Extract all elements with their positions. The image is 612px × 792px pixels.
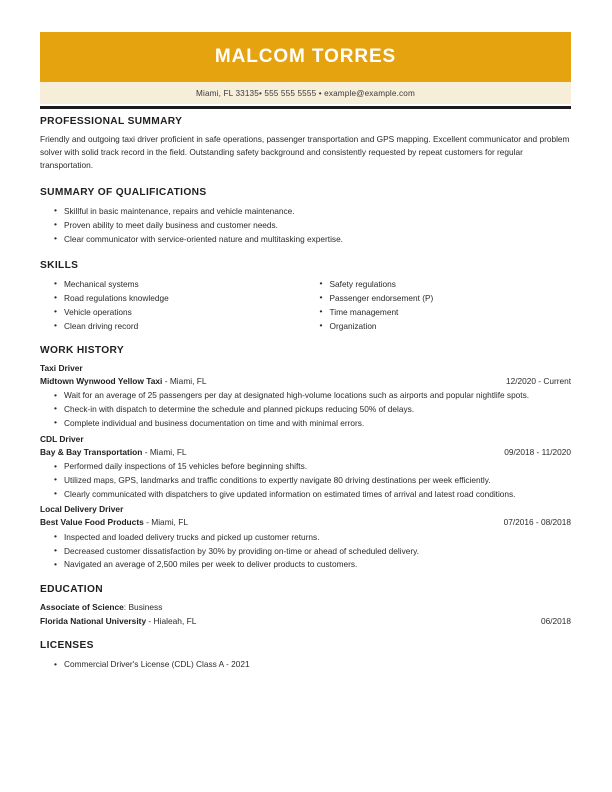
list-item: • Navigated an average of 2,500 miles per week to deliver products to customers. [40, 558, 571, 572]
job-title: CDL Driver [40, 433, 84, 444]
section-title-skills: SKILLS [40, 259, 79, 271]
list-item: • Vehicle operations [40, 305, 306, 319]
degree-name: Associate of Science [40, 602, 124, 613]
section-title-summary-of-qualifications: SUMMARY OF QUALIFICATIONS [40, 186, 207, 198]
resume-header [40, 32, 571, 109]
skills-column-left [40, 277, 306, 333]
qualifications-list [40, 204, 571, 246]
work-entry [40, 433, 571, 502]
employer-name: Best Value Food Products [40, 517, 144, 528]
job-bullets [40, 389, 571, 430]
skills-list-left [40, 277, 306, 333]
job-dates: 12/2020 - Current [505, 375, 571, 386]
section-work-history [40, 345, 571, 573]
job-header-line [40, 516, 571, 530]
name-banner [40, 32, 571, 82]
contact-banner [40, 82, 571, 104]
job-dates: 07/2016 - 08/2018 [503, 517, 571, 528]
list-item: • Mechanical systems [40, 277, 306, 291]
list-item: • Check-in with dispatch to determine the schedule and planned pickups reducing 50% of delays. [40, 403, 571, 417]
section-licenses [40, 640, 571, 671]
list-item: • Clearly communicated with dispatchers to give updated information on estimated times of arrival and latest road conditions. [40, 488, 571, 502]
list-item: • Wait for an average of 25 passengers per day at designated high-volume locations such as airports and popular nightlife spots. [40, 389, 571, 403]
school-line [40, 615, 196, 629]
employer-line [40, 375, 207, 389]
degree-field: : Business [123, 602, 163, 613]
employer-line [40, 446, 187, 460]
work-entry [40, 362, 571, 431]
skills-list-right [306, 277, 572, 333]
licenses-list [40, 657, 571, 671]
list-item: • Organization [306, 319, 572, 333]
employer-name: Midtown Wynwood Yellow Taxi [40, 375, 163, 386]
employer-location: - Miami, FL [142, 446, 187, 457]
list-item: • Clean driving record [40, 319, 306, 333]
section-title-licenses: LICENSES [40, 640, 94, 652]
job-header-line [40, 375, 571, 389]
work-entry [40, 503, 571, 572]
list-item: • Performed daily inspections of 15 vehicles before beginning shifts. [40, 460, 571, 474]
list-item: • Proven ability to meet daily business and customer needs. [40, 218, 571, 232]
section-professional-summary [40, 116, 571, 173]
list-item: • Safety regulations [306, 277, 572, 291]
list-item: • Time management [306, 305, 572, 319]
job-title: Local Delivery Driver [40, 504, 124, 515]
education-date: 06/2018 [541, 615, 571, 626]
list-item: • Decreased customer dissatisfaction by 30% by providing on-time or ahead of scheduled delivery. [40, 545, 571, 559]
list-item: • Utilized maps, GPS, landmarks and traffic conditions to expertly navigate 80 driving destinations per week efficiently. [40, 474, 571, 488]
education-school-line [40, 615, 571, 629]
list-item: • Complete individual and business documentation on time and with minimal errors. [40, 417, 571, 431]
job-bullets [40, 531, 571, 572]
list-item: • Clear communicator with service-oriented nature and multitasking expertise. [40, 232, 571, 246]
section-summary-of-qualifications [40, 187, 571, 246]
contact-line: Miami, FL 33135• 555 555 5555 • example@example.com [196, 88, 415, 98]
education-degree [40, 601, 571, 615]
school-name: Florida National University [40, 615, 147, 626]
skills-column-right [306, 277, 572, 333]
section-education [40, 584, 571, 628]
header-divider [40, 106, 571, 109]
employer-line [40, 516, 188, 530]
employer-location: - Miami, FL [143, 517, 188, 528]
school-location: - Hialeah, FL [146, 615, 197, 626]
section-title-professional-summary: PROFESSIONAL SUMMARY [40, 116, 183, 127]
professional-summary-text: Friendly and outgoing taxi driver proficient in safe operations, passenger transportation and GPS mapping. Excellent communicator and problem solver with solid track record in the field. Outstanding safety background and consistently requested by repeat customers for regular transportation. [40, 134, 570, 171]
job-title: Taxi Driver [40, 362, 83, 373]
section-skills [40, 260, 571, 333]
employer-name: Bay & Bay Transportation [40, 446, 143, 457]
section-title-education: EDUCATION [40, 584, 103, 596]
list-item: • Inspected and loaded delivery trucks and picked up customer returns. [40, 531, 571, 545]
skills-columns [40, 277, 571, 333]
candidate-name: MALCOM TORRES [214, 46, 397, 67]
employer-location: - Miami, FL [162, 375, 207, 386]
list-item: • Road regulations knowledge [40, 291, 306, 305]
list-item: • Passenger endorsement (P) [306, 291, 572, 305]
job-dates: 09/2018 - 11/2020 [504, 446, 571, 457]
job-bullets [40, 460, 571, 501]
list-item: • Skillful in basic maintenance, repairs and vehicle maintenance. [40, 204, 571, 218]
resume-body [40, 116, 571, 671]
list-item: • Commercial Driver's License (CDL) Class A - 2021 [40, 657, 571, 671]
job-header-line [40, 446, 571, 460]
section-title-work-history: WORK HISTORY [40, 344, 125, 356]
